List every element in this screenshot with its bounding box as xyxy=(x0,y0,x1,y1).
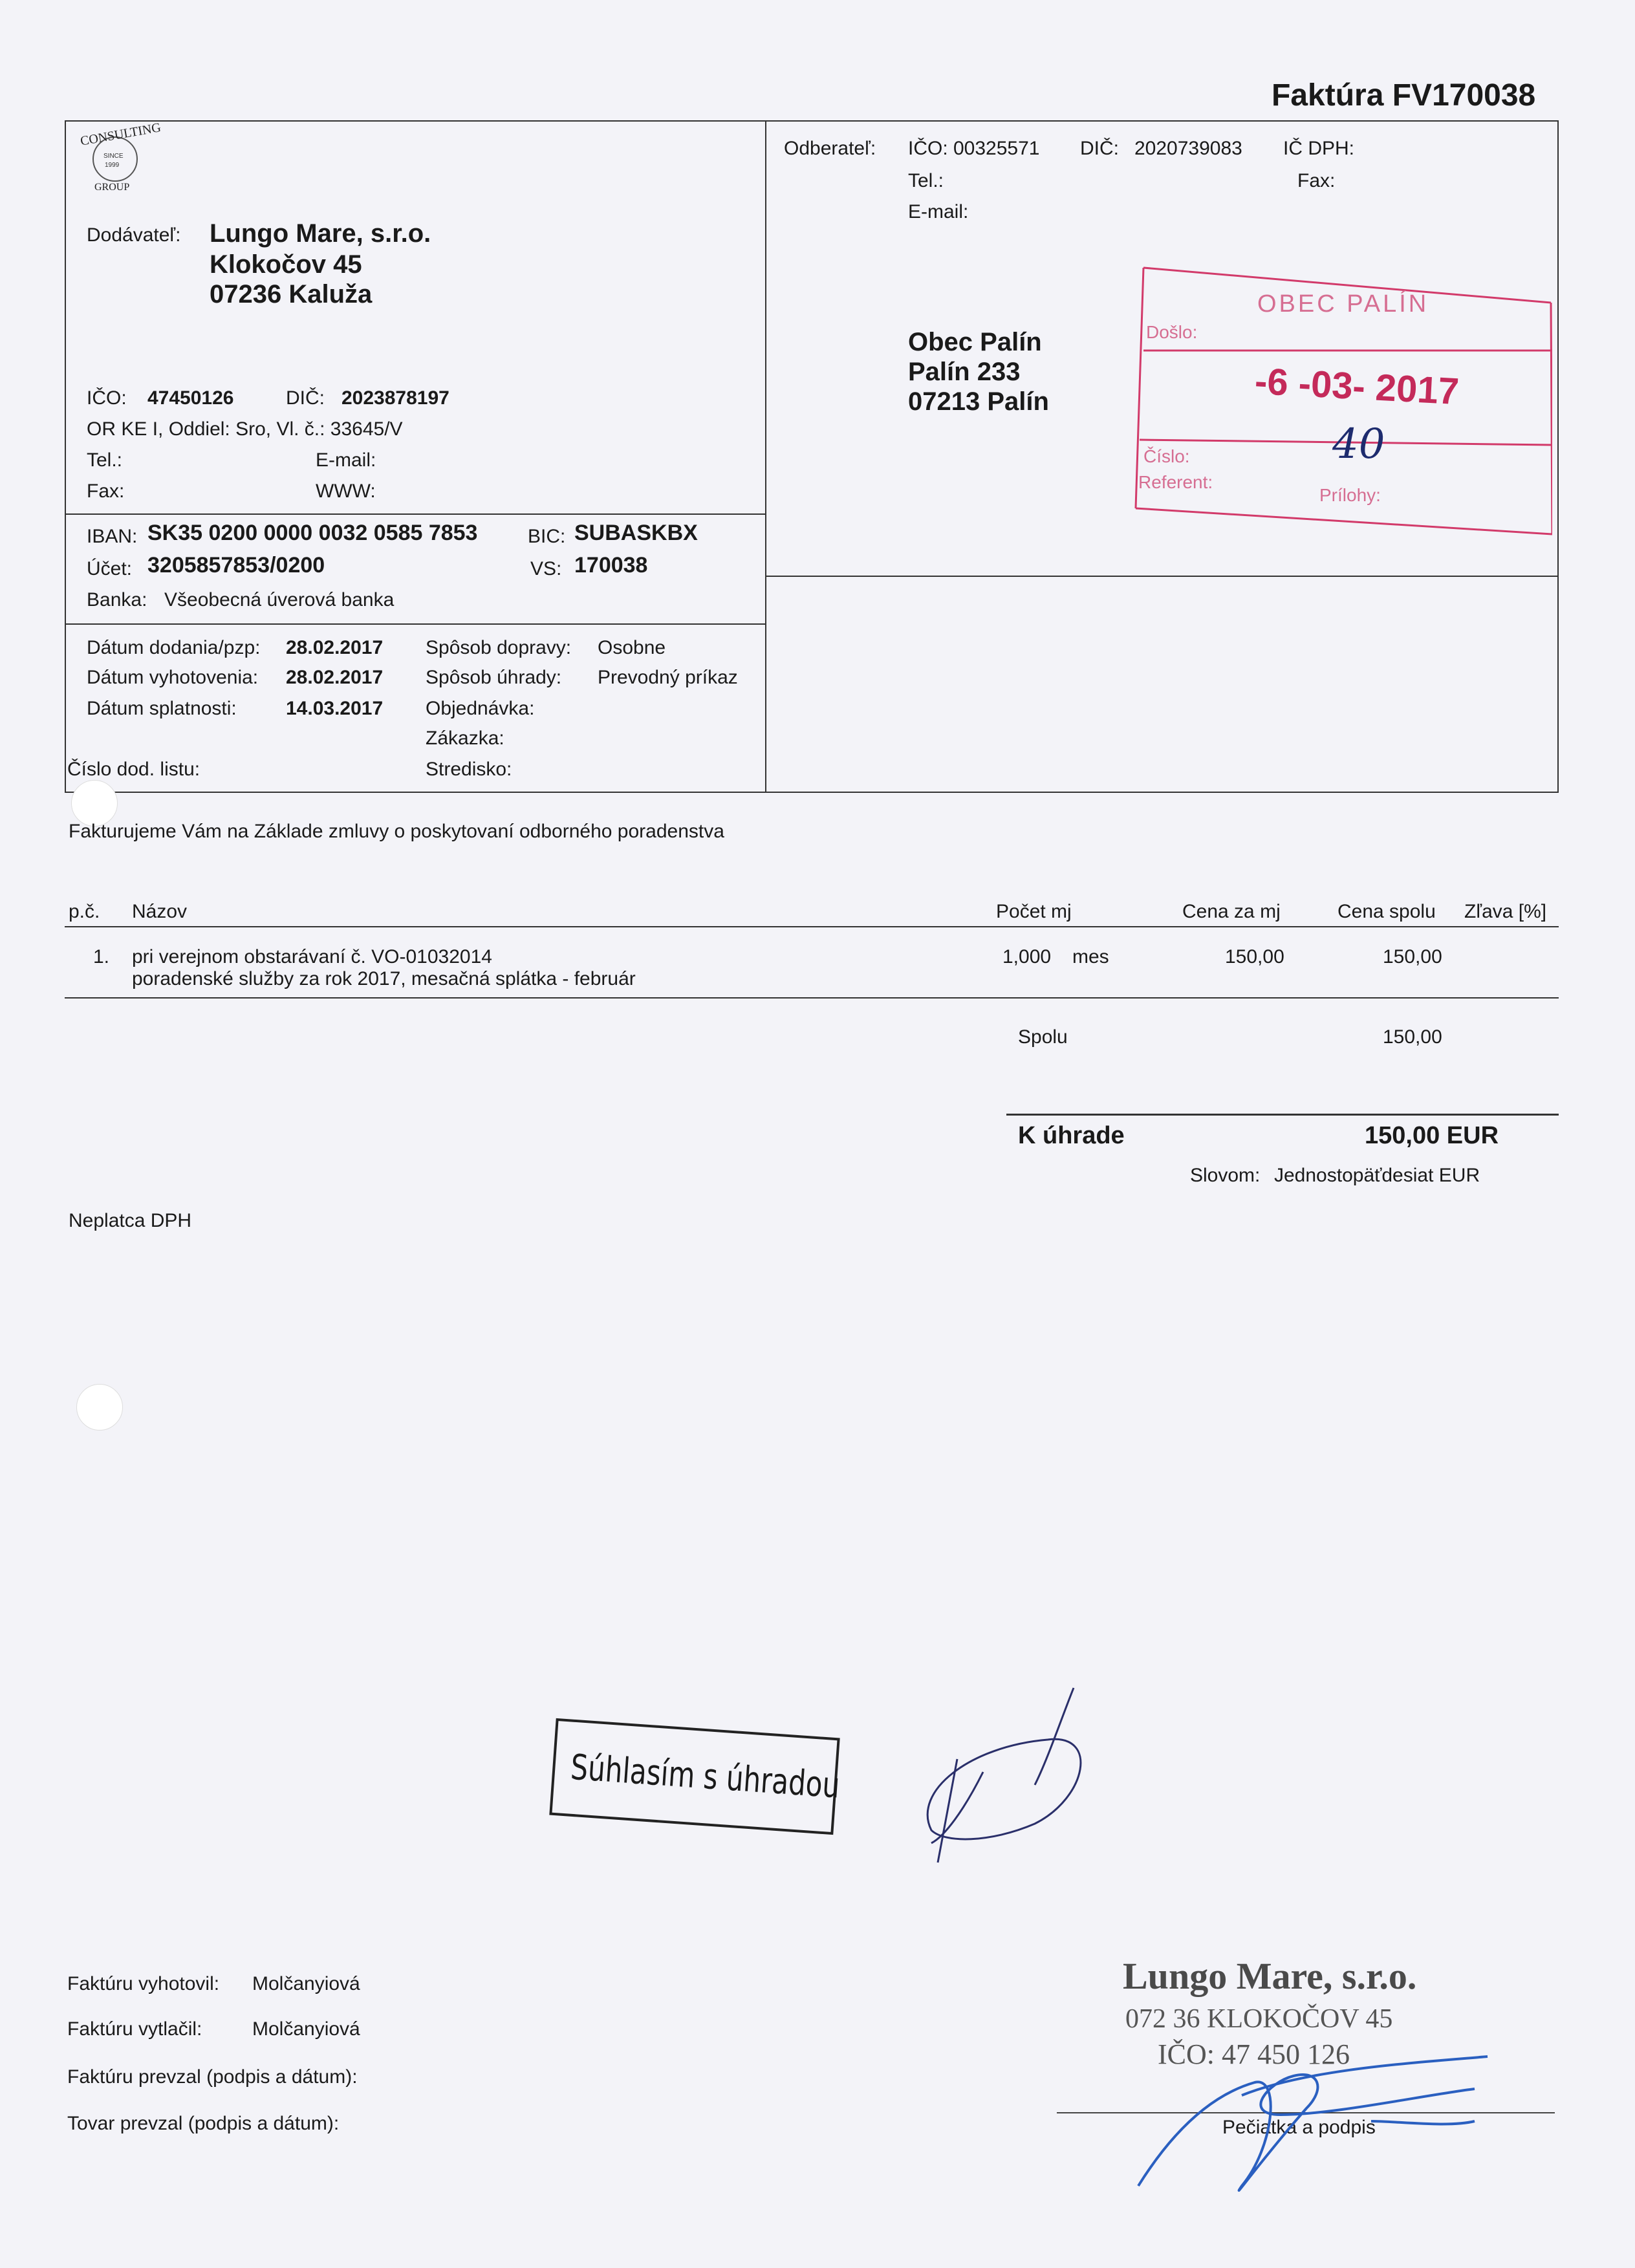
customer-email-label: E-mail: xyxy=(908,201,969,222)
invoice-received-label: Faktúru prevzal (podpis a dátum): xyxy=(67,2066,358,2088)
bank-label: Banka: xyxy=(87,589,147,610)
row-total: 150,00 xyxy=(1383,946,1442,967)
stamp-attachments-label: Prílohy: xyxy=(1319,485,1381,505)
col-header-name: Názov xyxy=(132,901,188,922)
company-stamp-address: 072 36 KLOKOČOV 45 xyxy=(1125,2004,1393,2034)
company-stamp-ico: IČO: 47 450 126 xyxy=(1158,2038,1350,2070)
issue-date-label: Dátum vyhotovenia: xyxy=(87,667,259,688)
delivery-date-label: Dátum dodania/pzp: xyxy=(87,637,261,658)
received-label: Došlo: xyxy=(1146,322,1198,342)
col-header-no: p.č. xyxy=(69,901,100,922)
supplier-label: Dodávateľ: xyxy=(87,224,181,246)
contract-label: Zákazka: xyxy=(426,728,504,749)
iban-value: SK35 0200 0000 0032 0585 7853 xyxy=(147,521,478,545)
customer-icdph-label: IČ DPH: xyxy=(1283,138,1355,159)
delivery-note-label: Číslo dod. listu: xyxy=(67,759,200,780)
invoice-title xyxy=(1272,78,1535,114)
pay-label: K úhrade xyxy=(1018,1122,1125,1149)
goods-received-label: Tovar prevzal (podpis a dátum): xyxy=(67,2113,340,2134)
stamp-referent-label: Referent: xyxy=(1138,472,1213,492)
row-no: 1. xyxy=(93,946,110,967)
logo-bottom-text: GROUP xyxy=(94,182,130,193)
supplier-www-label: WWW: xyxy=(316,481,376,502)
supplier-email-label: E-mail: xyxy=(316,449,376,471)
pay-value: 150,00 EUR xyxy=(1365,1122,1499,1149)
customer-tel-label: Tel.: xyxy=(908,170,944,191)
table-header-line xyxy=(65,926,1559,927)
approval-stamp-text: Súhlasím s úhradou xyxy=(569,1746,841,1806)
invoice-title-label: Faktúra xyxy=(1272,78,1384,113)
logo-since-text: SINCE xyxy=(103,153,124,160)
row-name: pri verejnom obstarávaní č. VO-01032014 xyxy=(132,946,492,967)
row-name-line2: poradenské služby za rok 2017, mesačná splátka - február xyxy=(132,968,636,989)
supplier-dic-label: DIČ: xyxy=(286,387,325,409)
order-label: Objednávka: xyxy=(426,698,535,719)
customer-street: Palín 233 xyxy=(908,358,1021,386)
customer-name: Obec Palín xyxy=(908,328,1042,356)
customer-ico: 00325571 xyxy=(953,138,1040,159)
bank-dates-divider xyxy=(65,623,765,625)
supplier-ico-label: IČO: xyxy=(87,387,127,409)
account-label: Účet: xyxy=(87,558,133,579)
pay-top-line xyxy=(1006,1114,1559,1116)
customer-ico-label: IČO: xyxy=(908,138,948,159)
footer-signature xyxy=(1112,1992,1500,2199)
bic-label: BIC: xyxy=(528,526,566,547)
sum-label: Spolu xyxy=(1018,1026,1068,1048)
customer-label: Odberateľ: xyxy=(784,138,876,159)
bic-value: SUBASKBX xyxy=(574,521,698,545)
row-unit: mes xyxy=(1072,946,1109,967)
invoice-intro: Fakturujeme Vám na Základe zmluvy o poskytovaní odborného poradenstva xyxy=(69,821,724,842)
vat-note: Neplatca DPH xyxy=(69,1210,192,1231)
printed-by: Molčanyiová xyxy=(252,2018,360,2040)
received-stamp-title: OBEC PALÍN xyxy=(1257,290,1429,318)
stamp-number-label: Číslo: xyxy=(1143,446,1190,466)
transport-value: Osobne xyxy=(598,637,666,658)
col-header-discount: Zľava [%] xyxy=(1464,901,1547,922)
invoice-number: FV170038 xyxy=(1392,78,1536,113)
due-date-label: Dátum splatnosti: xyxy=(87,698,237,719)
center-label: Stredisko: xyxy=(426,759,512,780)
transport-label: Spôsob dopravy: xyxy=(426,637,572,658)
col-header-qty: Počet mj xyxy=(996,901,1072,922)
consulting-group-logo xyxy=(70,122,160,199)
received-stamp xyxy=(1125,266,1552,538)
words-label: Slovom: xyxy=(1190,1165,1261,1186)
row-unit-price: 150,00 xyxy=(1225,946,1284,967)
punch-hole-bottom xyxy=(76,1384,123,1431)
supplier-name: Lungo Mare, s.r.o. xyxy=(210,219,431,248)
vs-label: VS: xyxy=(530,558,562,579)
col-header-unit-price: Cena za mj xyxy=(1182,901,1281,922)
bank-name: Všeobecná úverová banka xyxy=(164,589,395,610)
supplier-ico: 47450126 xyxy=(147,387,234,409)
issue-date: 28.02.2017 xyxy=(286,667,384,688)
row-qty: 1,000 xyxy=(1002,946,1052,967)
supplier-dic: 2023878197 xyxy=(341,387,449,409)
customer-divider xyxy=(765,576,1559,577)
col-header-total: Cena spolu xyxy=(1337,901,1436,922)
words-value: Jednostopäťdesiat EUR xyxy=(1274,1165,1480,1186)
customer-fax-label: Fax: xyxy=(1297,170,1336,191)
supplier-fax-label: Fax: xyxy=(87,481,125,502)
payment-value: Prevodný príkaz xyxy=(598,667,738,688)
supplier-street: Klokočov 45 xyxy=(210,250,362,279)
supplier-city: 07236 Kaluža xyxy=(210,280,373,308)
account-value: 3205857853/0200 xyxy=(147,553,325,578)
approval-signature xyxy=(905,1681,1112,1875)
vs-value: 170038 xyxy=(574,553,648,578)
issued-by: Molčanyiová xyxy=(252,1973,360,1994)
customer-city: 07213 Palín xyxy=(908,387,1049,416)
customer-dic-label: DIČ: xyxy=(1080,138,1119,159)
stamp-handwritten-number: 40 xyxy=(1332,420,1385,468)
payment-label: Spôsob úhrady: xyxy=(426,667,562,688)
customer-dic: 2020739083 xyxy=(1134,138,1242,159)
table-bottom-line xyxy=(65,997,1559,999)
logo-year-text: 1999 xyxy=(105,162,120,169)
approval-stamp xyxy=(549,1718,839,1835)
received-date: -6 -03- 2017 xyxy=(1253,360,1460,413)
due-date: 14.03.2017 xyxy=(286,698,384,719)
delivery-date: 28.02.2017 xyxy=(286,637,384,658)
iban-label: IBAN: xyxy=(87,526,138,547)
supplier-register: OR KE I, Oddiel: Sro, Vl. č.: 33645/V xyxy=(87,418,403,440)
supplier-tel-label: Tel.: xyxy=(87,449,123,471)
logo-top-text: CONSULTING xyxy=(79,122,160,149)
header-divider xyxy=(765,120,766,793)
supplier-bank-divider xyxy=(65,513,765,515)
company-stamp-name: Lungo Mare, s.r.o. xyxy=(1123,1955,1417,1997)
issued-by-label: Faktúru vyhotovil: xyxy=(67,1973,220,1994)
sum-value: 150,00 xyxy=(1383,1026,1442,1048)
signature-caption: Pečiatka a podpis xyxy=(1222,2117,1376,2138)
printed-by-label: Faktúru vytlačil: xyxy=(67,2018,202,2040)
